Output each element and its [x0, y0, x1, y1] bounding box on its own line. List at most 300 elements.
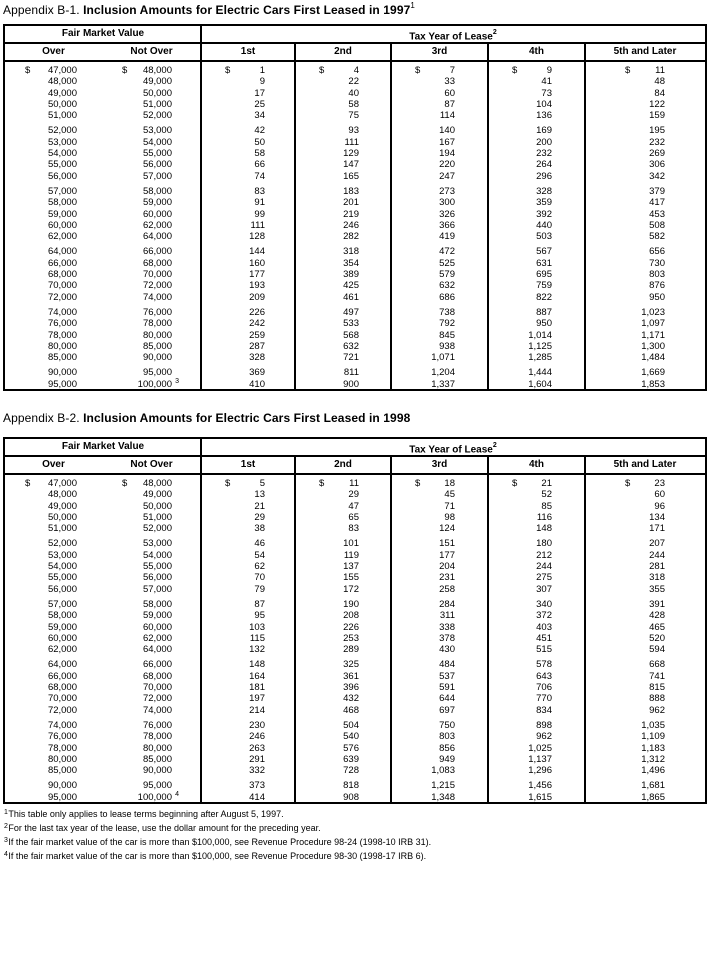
- table-cell: 62,000: [47, 231, 77, 243]
- table-cell: 815: [649, 682, 665, 694]
- table-cell: 403: [536, 621, 552, 633]
- table-cell: 49,000: [47, 500, 77, 512]
- table-cell: 91: [254, 197, 265, 209]
- table-header-row-2: [5, 44, 705, 62]
- table-cell: 51,000: [47, 110, 77, 122]
- table-cell: 13: [254, 489, 265, 501]
- table-cell: 949: [439, 753, 455, 765]
- table-cell: 578: [536, 659, 552, 671]
- table-cell: 391: [649, 598, 665, 610]
- table-cell: 503: [536, 231, 552, 243]
- dollar-sign: $: [512, 478, 518, 489]
- table-cell: 263: [249, 742, 265, 754]
- table-cell: 17: [254, 87, 265, 99]
- table-cell: 425: [343, 280, 359, 292]
- table-cell: 137: [343, 561, 359, 573]
- table-cell: 62: [254, 561, 265, 573]
- table-cell: 1,125: [528, 340, 552, 352]
- table-row: [5, 197, 705, 208]
- footnote: $^4$If the fair market value of the car is more than $100,000, see Revenue Procedure 98-30 (1998-17 IRB 6).: [4, 850, 427, 861]
- table-cell: 453: [649, 208, 665, 220]
- table-cell: 66,000: [47, 670, 77, 682]
- table-cell: 72,000: [142, 280, 172, 292]
- table-cell: 253: [343, 632, 359, 644]
- table-cell: 57,000: [47, 598, 77, 610]
- table-row: [5, 171, 705, 182]
- table-row: [5, 220, 705, 231]
- table-divider: [487, 455, 489, 802]
- row-group: [5, 65, 705, 121]
- table-cell: 54: [254, 549, 265, 561]
- table-cell: 50,000: [142, 87, 172, 99]
- table-cell: 78,000: [142, 731, 172, 743]
- table-row: [5, 367, 705, 378]
- table-cell: 48: [654, 76, 665, 88]
- year-4-column-header: 4th: [529, 459, 544, 470]
- table-cell: 95,000: [142, 367, 172, 379]
- table-cell: 876: [649, 280, 665, 292]
- table-cell: 410: [249, 378, 265, 389]
- table-cell: 1,014: [528, 329, 552, 341]
- table-cell: 540: [343, 731, 359, 743]
- table-cell: 1,296: [528, 765, 552, 777]
- table-row: [5, 186, 705, 197]
- table-cell: 226: [249, 306, 265, 318]
- table-row: [5, 88, 705, 99]
- table-cell: 264: [536, 159, 552, 171]
- table-divider: [584, 455, 586, 802]
- table-cell: 803: [649, 269, 665, 281]
- table-cell: 52: [541, 489, 552, 501]
- table-row: [5, 538, 705, 549]
- table-cell: 328: [536, 185, 552, 197]
- table-cell: 373: [249, 780, 265, 792]
- table-row: [5, 754, 705, 765]
- table-cell: 78,000: [142, 318, 172, 330]
- tax-year-of-lease-header: Tax Year of Lease$^2$: [409, 29, 497, 43]
- table-cell: 85: [541, 500, 552, 512]
- table-body: [5, 475, 705, 802]
- over-column-header: Over: [42, 459, 65, 470]
- table-cell: 50,000: [47, 511, 77, 523]
- table-cell: 90,000: [47, 780, 77, 792]
- table-row: [5, 671, 705, 682]
- table-cell: 204: [439, 561, 455, 573]
- table-cell: 22: [348, 76, 359, 88]
- not-over-column-header: Not Over: [130, 46, 173, 57]
- table-row: [5, 258, 705, 269]
- table-cell: 525: [439, 257, 455, 269]
- table-cell: 144: [249, 246, 265, 258]
- table-cell: $ 48,000: [122, 65, 172, 76]
- table-cell: 289: [343, 644, 359, 656]
- table-cell: 533: [343, 318, 359, 330]
- table-cell: 1,865: [641, 791, 665, 802]
- table-cell: 66: [254, 159, 265, 171]
- table-cell: 101: [343, 538, 359, 550]
- table-cell: 74: [254, 170, 265, 182]
- table-row: [5, 550, 705, 561]
- table-cell: 207: [649, 538, 665, 550]
- table-cell: 287: [249, 340, 265, 352]
- table-cell: 247: [439, 170, 455, 182]
- table-cell: 58,000: [142, 598, 172, 610]
- table-cell: 194: [439, 148, 455, 160]
- table-cell: 55,000: [47, 572, 77, 584]
- table-cell: 68,000: [47, 682, 77, 694]
- table-cell: 58,000: [142, 185, 172, 197]
- table-cell: 136: [536, 110, 552, 122]
- table-row: [5, 512, 705, 523]
- table-row: [5, 148, 705, 159]
- table-cell: 54,000: [142, 549, 172, 561]
- table-cell: $ 47,000: [25, 65, 77, 76]
- table-cell: 38: [254, 523, 265, 535]
- table-row: [5, 76, 705, 87]
- table-cell: $ 5: [225, 478, 265, 489]
- table-cell: 83: [348, 523, 359, 535]
- table-cell: 74,000: [47, 306, 77, 318]
- table-cell: 300: [439, 197, 455, 209]
- table-cell: 46: [254, 538, 265, 550]
- table-cell: 58,000: [47, 197, 77, 209]
- table-cell: 639: [343, 753, 359, 765]
- footnote-marker: 2: [492, 29, 497, 36]
- row-group: [5, 599, 705, 655]
- table-cell: 78,000: [47, 742, 77, 754]
- table-row: [5, 792, 705, 802]
- table-cell: 392: [536, 208, 552, 220]
- table-cell: 56,000: [142, 572, 172, 584]
- table-cell: 1,109: [641, 731, 665, 743]
- table-cell: 119: [343, 549, 359, 561]
- table-cell: 231: [439, 572, 455, 584]
- table-cell: 85,000: [47, 352, 77, 364]
- table-cell: 148: [249, 659, 265, 671]
- table-cell: 41: [541, 76, 552, 88]
- table-cell: 47: [348, 500, 359, 512]
- table-cell: 962: [649, 704, 665, 716]
- dollar-sign: $: [319, 65, 325, 76]
- table-cell: 244: [536, 561, 552, 573]
- appendix-b1-title: [3, 2, 415, 17]
- table-cell: 64,000: [47, 246, 77, 258]
- table-cell: 706: [536, 682, 552, 694]
- table-row: [5, 110, 705, 121]
- table-row: [5, 584, 705, 595]
- table-cell: 419: [439, 231, 455, 243]
- table-cell: 632: [439, 280, 455, 292]
- dollar-sign: $: [25, 65, 31, 76]
- table-cell: 246: [343, 219, 359, 231]
- table-cell: 318: [343, 246, 359, 258]
- table-cell: 1,204: [431, 367, 455, 379]
- table-cell: 57,000: [47, 185, 77, 197]
- table-cell: 273: [439, 185, 455, 197]
- table-cell: 1,023: [641, 306, 665, 318]
- table-cell: 132: [249, 644, 265, 656]
- table-cell: 65: [348, 511, 359, 523]
- table-cell: 51,000: [142, 511, 172, 523]
- table-cell: 232: [649, 136, 665, 148]
- table-cell: 465: [649, 621, 665, 633]
- table-cell: 908: [343, 791, 359, 802]
- year-3-column-header: 3rd: [431, 46, 448, 57]
- footnote-marker: 1: [410, 1, 415, 10]
- footnote-marker: 4: [175, 790, 179, 798]
- table-cell: 369: [249, 367, 265, 379]
- table-cell: 64,000: [142, 644, 172, 656]
- table-cell: 1,456: [528, 780, 552, 792]
- table-cell: 226: [343, 621, 359, 633]
- table-cell: 70: [254, 572, 265, 584]
- dollar-sign: $: [122, 478, 128, 489]
- table-cell: 56,000: [142, 159, 172, 171]
- table-cell: 60: [444, 87, 455, 99]
- table-cell: 811: [343, 367, 359, 379]
- table-cell: 104: [536, 98, 552, 110]
- year-2-column-header: 2nd: [334, 46, 352, 57]
- table-cell: 95,000: [142, 780, 172, 792]
- table-cell: 242: [249, 318, 265, 330]
- table-cell: 887: [536, 306, 552, 318]
- table-row: [5, 599, 705, 610]
- table-cell: 950: [536, 318, 552, 330]
- table-cell: 738: [439, 306, 455, 318]
- table-cell: 834: [536, 704, 552, 716]
- table-cell: 332: [249, 765, 265, 777]
- table-cell: 54,000: [47, 561, 77, 573]
- table-cell: 632: [343, 340, 359, 352]
- inclusion-table-1997: [3, 24, 707, 391]
- table-cell: 76,000: [142, 719, 172, 731]
- table-cell: 750: [439, 719, 455, 731]
- table-cell: 52,000: [142, 110, 172, 122]
- table-cell: 98: [444, 511, 455, 523]
- table-row: [5, 269, 705, 280]
- table-cell: 140: [439, 125, 455, 137]
- table-row: [5, 352, 705, 363]
- year-5-column-header: 5th and Later: [613, 46, 677, 57]
- table-cell: 58,000: [47, 610, 77, 622]
- table-cell: 504: [343, 719, 359, 731]
- table-cell: 60,000: [142, 208, 172, 220]
- table-cell: 209: [249, 291, 265, 303]
- table-cell: 461: [343, 291, 359, 303]
- table-cell: 497: [343, 306, 359, 318]
- table-cell: 1,337: [431, 378, 455, 389]
- appendix-b2-title: [3, 410, 410, 425]
- table-row: [5, 765, 705, 776]
- table-cell: 296: [536, 170, 552, 182]
- row-group: [5, 538, 705, 594]
- table-cell: 155: [343, 572, 359, 584]
- table-cell: 116: [536, 511, 552, 523]
- dollar-sign: $: [225, 478, 231, 489]
- table-row: [5, 743, 705, 754]
- row-group: [5, 125, 705, 181]
- table-cell: 1,484: [641, 352, 665, 364]
- table-cell: 1,035: [641, 719, 665, 731]
- table-cell: 49,000: [142, 76, 172, 88]
- table-cell: 195: [649, 125, 665, 137]
- table-cell: 389: [343, 269, 359, 281]
- over-column-header: Over: [42, 46, 65, 57]
- row-group: [5, 659, 705, 715]
- table-cell: 269: [649, 148, 665, 160]
- table-cell: 214: [249, 704, 265, 716]
- table-cell: 84: [654, 87, 665, 99]
- table-cell: 201: [343, 197, 359, 209]
- table-cell: 318: [649, 572, 665, 584]
- table-cell: 396: [343, 682, 359, 694]
- table-divider: [294, 455, 296, 802]
- table-cell: 60,000: [142, 621, 172, 633]
- row-group: [5, 307, 705, 363]
- table-divider: [200, 439, 202, 802]
- table-cell: 888: [649, 693, 665, 705]
- table-cell: 326: [439, 208, 455, 220]
- table-cell: 1,171: [641, 329, 665, 341]
- table-cell: 1,853: [641, 378, 665, 389]
- table-cell: 57,000: [142, 170, 172, 182]
- row-group: [5, 720, 705, 776]
- table-cell: 70,000: [47, 280, 77, 292]
- table-cell: 686: [439, 291, 455, 303]
- table-cell: 164: [249, 670, 265, 682]
- table-cell: $ 48,000: [122, 478, 172, 489]
- dollar-sign: $: [512, 65, 518, 76]
- table-cell: 167: [439, 136, 455, 148]
- table-row: [5, 280, 705, 291]
- table-cell: 122: [649, 98, 665, 110]
- table-cell: 822: [536, 291, 552, 303]
- table-cell: $ 1: [225, 65, 265, 76]
- table-cell: 508: [649, 219, 665, 231]
- table-cell: 80,000: [142, 329, 172, 341]
- table-cell: 414: [249, 791, 265, 802]
- table-cell: 90,000: [47, 367, 77, 379]
- table-cell: 244: [649, 549, 665, 561]
- table-cell: 307: [536, 583, 552, 595]
- table-cell: 792: [439, 318, 455, 330]
- table-cell: 417: [649, 197, 665, 209]
- table-cell: 70,000: [47, 693, 77, 705]
- table-cell: 48,000: [47, 76, 77, 88]
- table-cell: $ 11: [319, 478, 359, 489]
- table-cell: 259: [249, 329, 265, 341]
- table-cell: 281: [649, 561, 665, 573]
- table-cell: 59,000: [47, 208, 77, 220]
- table-cell: 53,000: [142, 538, 172, 550]
- table-cell: 99: [254, 208, 265, 220]
- footnote-marker: 3: [175, 377, 179, 385]
- table-cell: 55,000: [142, 148, 172, 160]
- table-cell: 246: [249, 731, 265, 743]
- table-cell: $ 21: [512, 478, 552, 489]
- table-cell: 537: [439, 670, 455, 682]
- table-cell: 741: [649, 670, 665, 682]
- table-cell: 115: [249, 632, 265, 644]
- table-cell: 845: [439, 329, 455, 341]
- not-over-column-header: Not Over: [130, 459, 173, 470]
- table-cell: 568: [343, 329, 359, 341]
- table-cell: $ 9: [512, 65, 552, 76]
- table-cell: 803: [439, 731, 455, 743]
- table-cell: 378: [439, 632, 455, 644]
- table-cell: 52,000: [47, 538, 77, 550]
- table-cell: 70,000: [142, 682, 172, 694]
- dollar-sign: $: [225, 65, 231, 76]
- table-cell: 451: [536, 632, 552, 644]
- table-header-row-2: [5, 457, 705, 475]
- table-cell: 134: [649, 511, 665, 523]
- table-row: [5, 572, 705, 583]
- table-cell: 695: [536, 269, 552, 281]
- table-cell: 338: [439, 621, 455, 633]
- footnote: $^2$For the last tax year of the lease, use the dollar amount for the preceding year.: [4, 822, 321, 833]
- table-cell: 76,000: [142, 306, 172, 318]
- table-cell: 151: [439, 538, 455, 550]
- table-divider: [200, 26, 202, 389]
- table-cell: 21: [254, 500, 265, 512]
- table-cell: 950: [649, 291, 665, 303]
- row-group: [5, 186, 705, 242]
- tax-year-of-lease-header: Tax Year of Lease$^2$: [409, 442, 497, 456]
- table-cell: 567: [536, 246, 552, 258]
- table-cell: 169: [536, 125, 552, 137]
- table-cell: 78,000: [47, 329, 77, 341]
- title-text: Inclusion Amounts for Electric Cars First Leased in 1998: [83, 411, 411, 425]
- table-cell: 25: [254, 98, 265, 110]
- table-cell: 342: [649, 170, 665, 182]
- table-row: [5, 307, 705, 318]
- table-cell: 93: [348, 125, 359, 137]
- table-cell: 85,000: [142, 753, 172, 765]
- table-cell: 58: [348, 98, 359, 110]
- table-cell: 1,669: [641, 367, 665, 379]
- table-cell: 75: [348, 110, 359, 122]
- table-cell: 159: [649, 110, 665, 122]
- table-cell: 366: [439, 219, 455, 231]
- table-cell: 515: [536, 644, 552, 656]
- table-cell: 85,000: [142, 340, 172, 352]
- table-cell: 258: [439, 583, 455, 595]
- table-divider: [390, 42, 392, 389]
- table-cell: 72,000: [47, 704, 77, 716]
- table-cell: 520: [649, 632, 665, 644]
- table-row: [5, 341, 705, 352]
- table-row: [5, 99, 705, 110]
- table-cell: $ 47,000: [25, 478, 77, 489]
- footnote-marker: 2: [492, 442, 497, 449]
- table-cell: 128: [249, 231, 265, 243]
- table-cell: 29: [348, 489, 359, 501]
- table-row: [5, 501, 705, 512]
- table-cell: 220: [439, 159, 455, 171]
- table-cell: 73: [541, 87, 552, 99]
- table-cell: 148: [536, 523, 552, 535]
- table-cell: 68,000: [47, 269, 77, 281]
- table-cell: 591: [439, 682, 455, 694]
- table-cell: 1,097: [641, 318, 665, 330]
- table-row: [5, 318, 705, 329]
- table-cell: 643: [536, 670, 552, 682]
- table-cell: 55,000: [142, 561, 172, 573]
- table-cell: 160: [249, 257, 265, 269]
- dollar-sign: $: [122, 65, 128, 76]
- table-cell: 55,000: [47, 159, 77, 171]
